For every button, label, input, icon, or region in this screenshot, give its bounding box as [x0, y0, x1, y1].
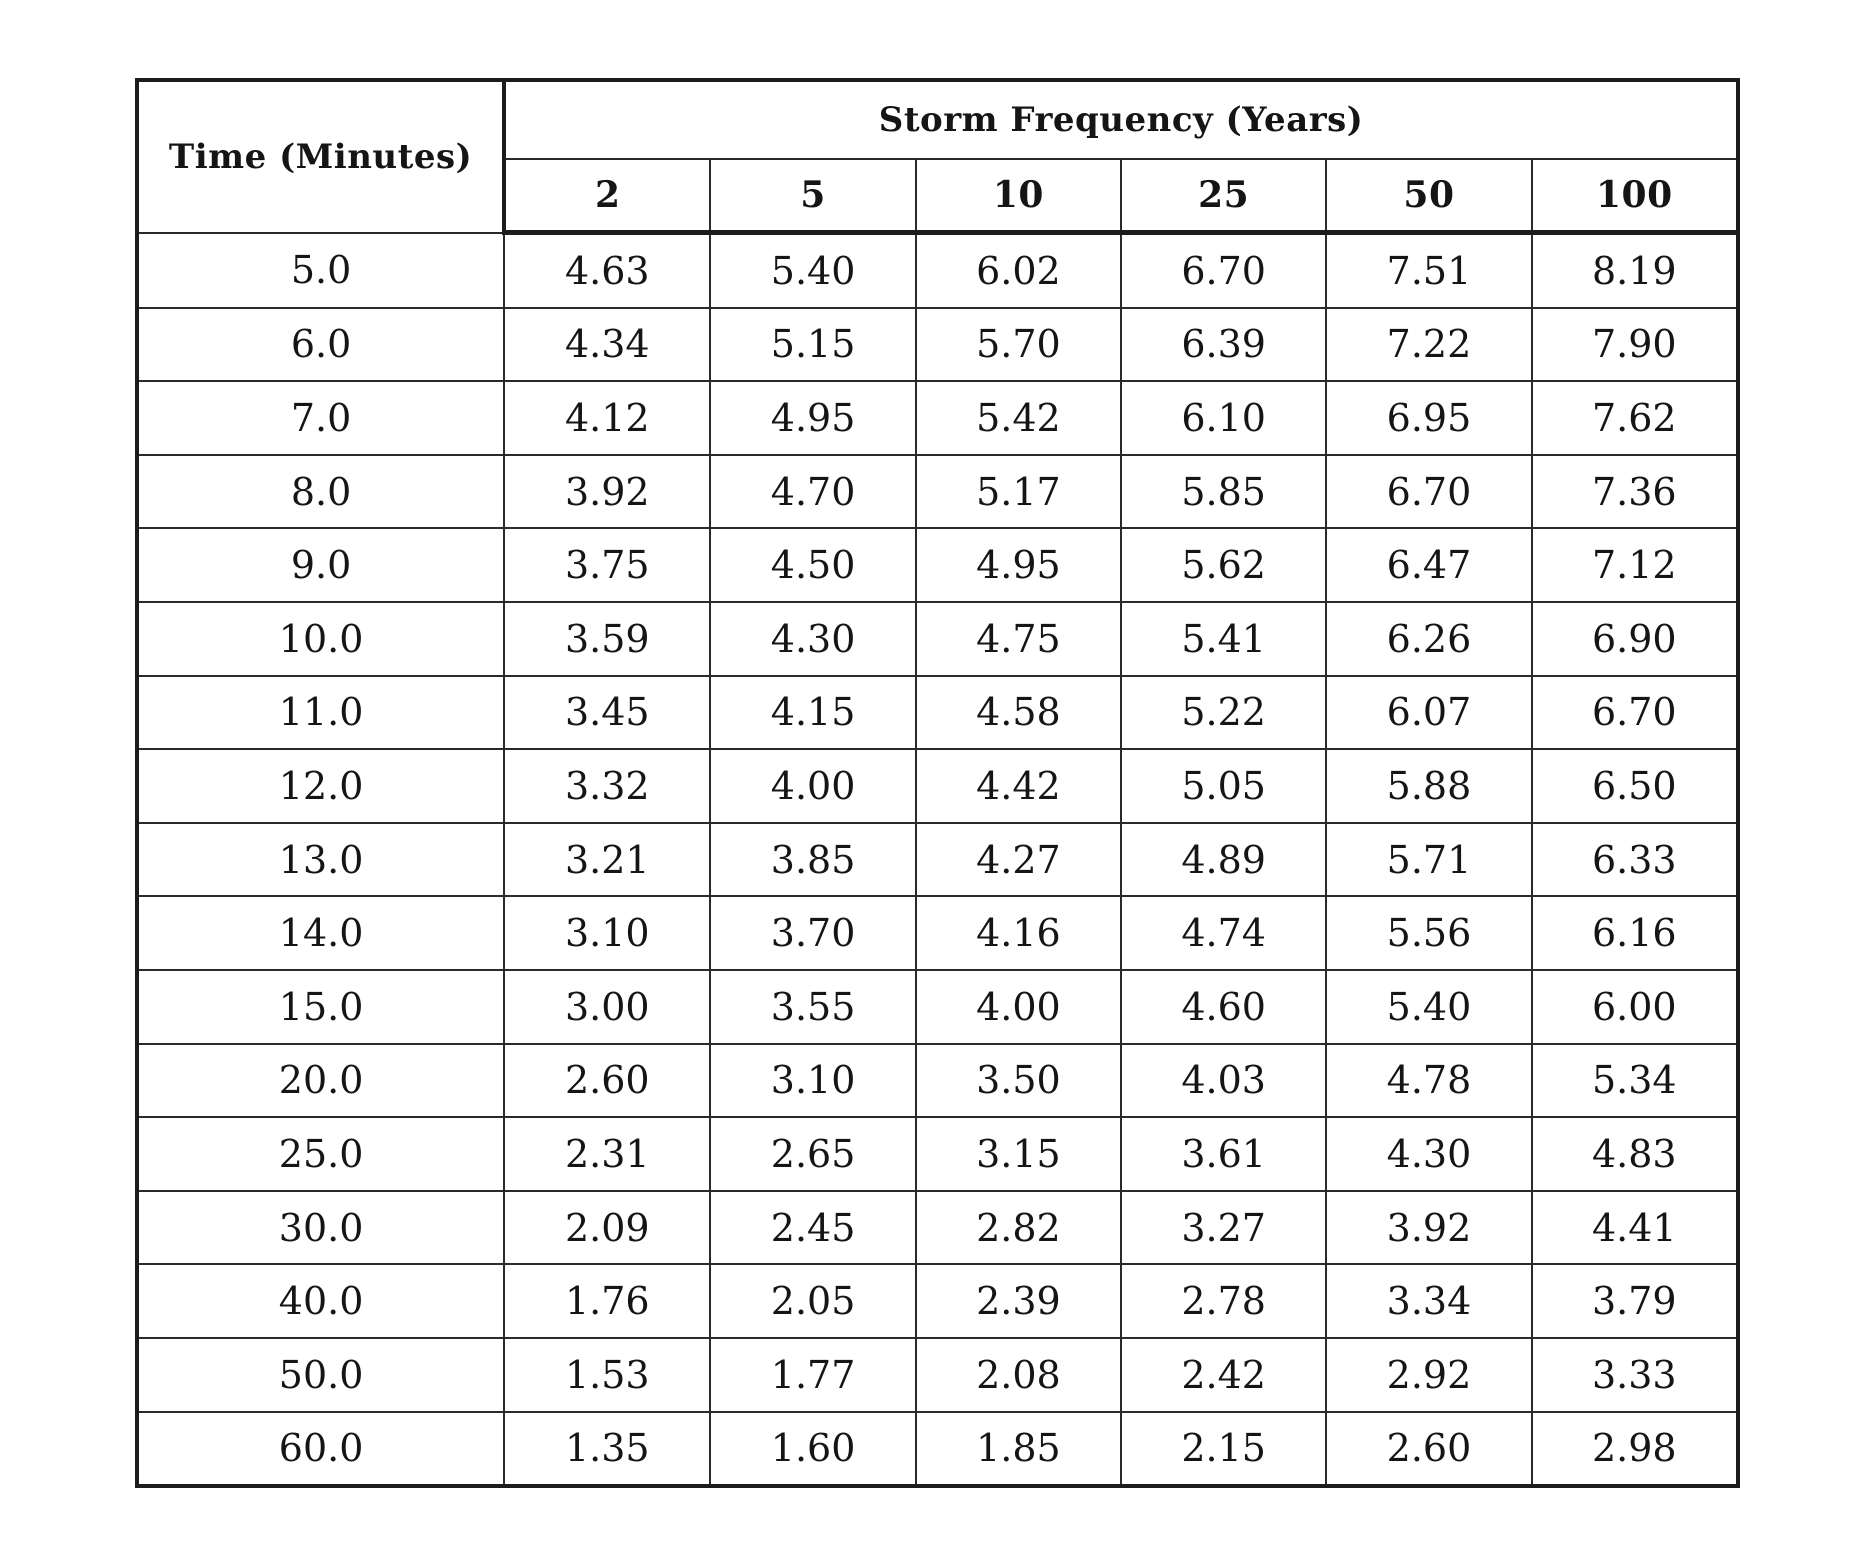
- value-cell: 4.41: [1532, 1191, 1738, 1265]
- table-row: [137, 896, 1738, 970]
- value-cell: 3.85: [710, 823, 915, 897]
- value-cell: 4.83: [1532, 1117, 1738, 1191]
- value-cell: 6.47: [1326, 528, 1531, 602]
- value-cell: 4.89: [1121, 823, 1326, 897]
- header-time: Time (Minutes): [137, 80, 504, 233]
- time-cell: 60.0: [137, 1412, 504, 1487]
- value-cell: 4.70: [710, 455, 915, 529]
- value-cell: 6.95: [1326, 381, 1531, 455]
- value-cell: 7.12: [1532, 528, 1738, 602]
- header-year-50: 50: [1326, 159, 1531, 233]
- value-cell: 3.34: [1326, 1264, 1531, 1338]
- value-cell: 7.51: [1326, 233, 1531, 308]
- value-cell: 6.50: [1532, 749, 1738, 823]
- time-cell: 11.0: [137, 676, 504, 750]
- value-cell: 3.70: [710, 896, 915, 970]
- value-cell: 2.45: [710, 1191, 915, 1265]
- value-cell: 4.50: [710, 528, 915, 602]
- value-cell: 5.42: [916, 381, 1121, 455]
- value-cell: 2.39: [916, 1264, 1121, 1338]
- value-cell: 2.42: [1121, 1338, 1326, 1412]
- table-row: [137, 308, 1738, 382]
- value-cell: 2.09: [504, 1191, 710, 1265]
- table-row: [137, 1117, 1738, 1191]
- value-cell: 2.65: [710, 1117, 915, 1191]
- time-cell: 13.0: [137, 823, 504, 897]
- value-cell: 4.95: [710, 381, 915, 455]
- time-cell: 50.0: [137, 1338, 504, 1412]
- table-row: [137, 1044, 1738, 1118]
- value-cell: 1.53: [504, 1338, 710, 1412]
- value-cell: 2.92: [1326, 1338, 1531, 1412]
- value-cell: 5.40: [1326, 970, 1531, 1044]
- value-cell: 3.10: [710, 1044, 915, 1118]
- value-cell: 3.75: [504, 528, 710, 602]
- value-cell: 3.15: [916, 1117, 1121, 1191]
- value-cell: 2.60: [1326, 1412, 1531, 1487]
- value-cell: 3.61: [1121, 1117, 1326, 1191]
- header-year-2: 2: [504, 159, 710, 233]
- value-cell: 3.92: [504, 455, 710, 529]
- table-body: [137, 233, 1738, 1487]
- value-cell: 4.03: [1121, 1044, 1326, 1118]
- value-cell: 1.35: [504, 1412, 710, 1487]
- value-cell: 4.27: [916, 823, 1121, 897]
- time-cell: 5.0: [137, 233, 504, 308]
- table-row: [137, 602, 1738, 676]
- value-cell: 4.75: [916, 602, 1121, 676]
- value-cell: 5.85: [1121, 455, 1326, 529]
- header-year-100: 100: [1532, 159, 1738, 233]
- value-cell: 4.00: [710, 749, 915, 823]
- value-cell: 3.27: [1121, 1191, 1326, 1265]
- table-row: [137, 970, 1738, 1044]
- time-cell: 25.0: [137, 1117, 504, 1191]
- value-cell: 5.17: [916, 455, 1121, 529]
- table-row: [137, 1191, 1738, 1265]
- value-cell: 7.36: [1532, 455, 1738, 529]
- value-cell: 4.15: [710, 676, 915, 750]
- header-year-10: 10: [916, 159, 1121, 233]
- value-cell: 6.26: [1326, 602, 1531, 676]
- table-header: [137, 80, 1738, 233]
- value-cell: 3.21: [504, 823, 710, 897]
- value-cell: 4.30: [1326, 1117, 1531, 1191]
- value-cell: 1.85: [916, 1412, 1121, 1487]
- value-cell: 6.02: [916, 233, 1121, 308]
- value-cell: 7.62: [1532, 381, 1738, 455]
- header-storm-frequency: Storm Frequency (Years): [504, 80, 1738, 159]
- value-cell: 2.60: [504, 1044, 710, 1118]
- value-cell: 4.34: [504, 308, 710, 382]
- value-cell: 7.90: [1532, 308, 1738, 382]
- value-cell: 6.70: [1532, 676, 1738, 750]
- value-cell: 5.41: [1121, 602, 1326, 676]
- value-cell: 6.90: [1532, 602, 1738, 676]
- value-cell: 6.10: [1121, 381, 1326, 455]
- value-cell: 6.16: [1532, 896, 1738, 970]
- value-cell: 7.22: [1326, 308, 1531, 382]
- table-row: [137, 233, 1738, 308]
- time-cell: 8.0: [137, 455, 504, 529]
- value-cell: 3.92: [1326, 1191, 1531, 1265]
- value-cell: 5.05: [1121, 749, 1326, 823]
- value-cell: 4.00: [916, 970, 1121, 1044]
- value-cell: 5.88: [1326, 749, 1531, 823]
- table-row: [137, 455, 1738, 529]
- table-row: [137, 1412, 1738, 1487]
- time-cell: 15.0: [137, 970, 504, 1044]
- value-cell: 3.55: [710, 970, 915, 1044]
- time-cell: 30.0: [137, 1191, 504, 1265]
- time-cell: 7.0: [137, 381, 504, 455]
- table-row: [137, 1338, 1738, 1412]
- value-cell: 3.32: [504, 749, 710, 823]
- time-cell: 40.0: [137, 1264, 504, 1338]
- value-cell: 3.50: [916, 1044, 1121, 1118]
- value-cell: 1.60: [710, 1412, 915, 1487]
- time-cell: 14.0: [137, 896, 504, 970]
- value-cell: 1.76: [504, 1264, 710, 1338]
- value-cell: 2.78: [1121, 1264, 1326, 1338]
- rainfall-intensity-table: [135, 78, 1740, 1488]
- value-cell: 3.00: [504, 970, 710, 1044]
- table-row: [137, 823, 1738, 897]
- table-row: [137, 749, 1738, 823]
- value-cell: 3.79: [1532, 1264, 1738, 1338]
- time-cell: 20.0: [137, 1044, 504, 1118]
- value-cell: 4.63: [504, 233, 710, 308]
- time-cell: 12.0: [137, 749, 504, 823]
- value-cell: 3.33: [1532, 1338, 1738, 1412]
- time-cell: 10.0: [137, 602, 504, 676]
- value-cell: 1.77: [710, 1338, 915, 1412]
- value-cell: 6.39: [1121, 308, 1326, 382]
- value-cell: 4.74: [1121, 896, 1326, 970]
- header-year-25: 25: [1121, 159, 1326, 233]
- value-cell: 2.15: [1121, 1412, 1326, 1487]
- value-cell: 4.78: [1326, 1044, 1531, 1118]
- value-cell: 4.42: [916, 749, 1121, 823]
- value-cell: 4.30: [710, 602, 915, 676]
- value-cell: 2.82: [916, 1191, 1121, 1265]
- value-cell: 2.08: [916, 1338, 1121, 1412]
- value-cell: 5.71: [1326, 823, 1531, 897]
- time-cell: 9.0: [137, 528, 504, 602]
- value-cell: 4.95: [916, 528, 1121, 602]
- value-cell: 5.62: [1121, 528, 1326, 602]
- value-cell: 5.40: [710, 233, 915, 308]
- time-cell: 6.0: [137, 308, 504, 382]
- header-year-5: 5: [710, 159, 915, 233]
- value-cell: 2.98: [1532, 1412, 1738, 1487]
- value-cell: 4.16: [916, 896, 1121, 970]
- value-cell: 4.58: [916, 676, 1121, 750]
- value-cell: 4.60: [1121, 970, 1326, 1044]
- value-cell: 8.19: [1532, 233, 1738, 308]
- table-row: [137, 676, 1738, 750]
- value-cell: 6.00: [1532, 970, 1738, 1044]
- table-row: [137, 1264, 1738, 1338]
- value-cell: 6.33: [1532, 823, 1738, 897]
- value-cell: 5.56: [1326, 896, 1531, 970]
- table-row: [137, 528, 1738, 602]
- table-row: [137, 381, 1738, 455]
- value-cell: 5.70: [916, 308, 1121, 382]
- value-cell: 5.22: [1121, 676, 1326, 750]
- value-cell: 5.34: [1532, 1044, 1738, 1118]
- value-cell: 6.07: [1326, 676, 1531, 750]
- value-cell: 3.10: [504, 896, 710, 970]
- header-row-group: [137, 80, 1738, 159]
- value-cell: 3.59: [504, 602, 710, 676]
- value-cell: 6.70: [1121, 233, 1326, 308]
- value-cell: 2.05: [710, 1264, 915, 1338]
- value-cell: 6.70: [1326, 455, 1531, 529]
- value-cell: 3.45: [504, 676, 710, 750]
- value-cell: 4.12: [504, 381, 710, 455]
- value-cell: 5.15: [710, 308, 915, 382]
- value-cell: 2.31: [504, 1117, 710, 1191]
